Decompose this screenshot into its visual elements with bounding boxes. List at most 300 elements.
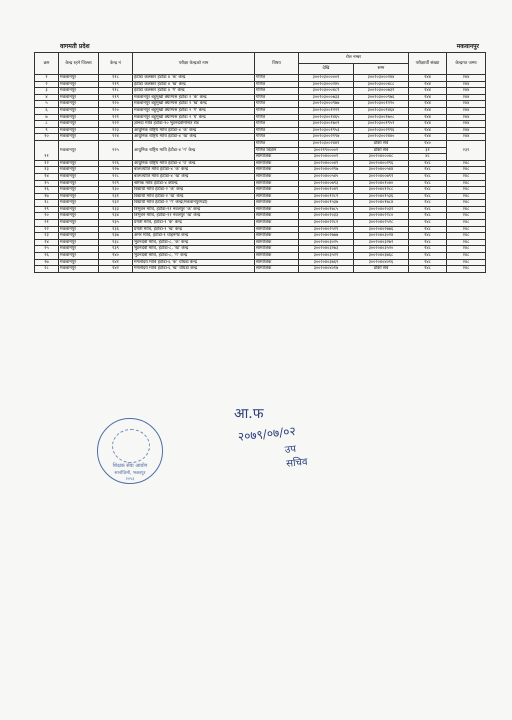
cell-count: २४४ — [409, 127, 447, 134]
cell-subject: गणित — [255, 121, 299, 128]
signature-title: उप सचिव — [284, 443, 309, 470]
district-title: मकवानपुर — [456, 43, 479, 50]
cell-district: मकवानपुर — [59, 206, 99, 213]
cell-count: २४८ — [409, 173, 447, 180]
col-sn: क्रम — [35, 53, 59, 75]
cell-sn: १३ — [35, 167, 59, 174]
table-row — [35, 259, 486, 266]
cell-sn: ६ — [35, 107, 59, 114]
cell-sn: ८ — [35, 121, 59, 128]
table-row — [35, 173, 486, 180]
cell-roll-from: ३००२०४००००१ — [299, 154, 354, 161]
cell-sn: २१ — [35, 220, 59, 227]
cell-roll-from: ३००२०४०१५३७ — [299, 200, 354, 207]
cell-roll-to: ३००२०४०३०२४ — [354, 233, 409, 240]
cell-subject: गणित विज्ञान — [255, 147, 299, 154]
cell-subject: गणित — [255, 88, 299, 95]
cell-center-name: मंगलोदय मावि हेटौडा-६ 'ख' चौघडा केन्द्र — [133, 266, 255, 273]
cell-roll-to: ३००२०४०००४८ — [354, 154, 409, 161]
cell-district: मकवानपुर — [59, 121, 99, 128]
cell-district: मकवानपुर — [59, 160, 99, 167]
cell-district: मकवानपुर — [59, 239, 99, 246]
cell-subject: गणित — [255, 81, 299, 88]
cell-sn: २ — [35, 81, 59, 88]
cell-center-name: ज्ञानदा मावि हेटौडा-१० भुटनदेवीमन्दिर रोड — [133, 121, 255, 128]
cell-roll-from: ३००२०४०२२८१ — [299, 220, 354, 227]
table-row — [35, 107, 486, 114]
cell-sn: २५ — [35, 246, 59, 253]
cell-subject: सामाजिक — [255, 253, 299, 260]
cell-district: मकवानपुर — [59, 220, 99, 227]
cell-center-no: ११९ — [99, 81, 133, 88]
cell-roll-to: ३००२०४०२७७६ — [354, 226, 409, 233]
seal-emblem-icon — [112, 429, 150, 463]
cell-subject: सामाजिक — [255, 226, 299, 233]
cell-count: २४४ — [409, 81, 447, 88]
seal-line1: शिक्षक सेवा आयोग — [112, 463, 148, 469]
cell-count: ३१ — [409, 147, 447, 154]
cell-center-no: १२५ — [99, 140, 133, 160]
cell-roll-from: ३००२०३००१२२१ — [299, 107, 354, 114]
cell-subject: सामाजिक — [255, 154, 299, 161]
cell-total: २४४ — [447, 88, 486, 95]
cell-count: २४८ — [409, 180, 447, 187]
cell-total: २४८ — [447, 193, 486, 200]
cell-sn: ७ — [35, 114, 59, 121]
cell-total: २४८ — [447, 233, 486, 240]
cell-center-name: भुटनदेवी मावि, हेटौडा-८, 'ख' केन्द्र — [133, 246, 255, 253]
cell-center-name: आधुनिक राष्ट्रिय मावि हेटौडा-४ 'ग' केन्द्र — [133, 140, 255, 160]
cell-sn: २८ — [35, 266, 59, 273]
cell-district: मकवानपुर — [59, 81, 99, 88]
col-subject: विषय — [255, 53, 299, 75]
cell-center-no: १३० — [99, 187, 133, 194]
cell-total: २४८ — [447, 187, 486, 194]
cell-center-no: १२७ — [99, 167, 133, 174]
cell-roll-from: ३००२०३०००७३३ — [299, 94, 354, 101]
cell-roll-from: ३००२०४०३०२५ — [299, 239, 354, 246]
seal-line2: सानोठिमी, भक्तपुर — [114, 471, 146, 476]
table-row — [35, 127, 486, 134]
cell-center-no: १४० — [99, 253, 133, 260]
cell-roll-to: डोकी सर्व — [354, 266, 409, 273]
cell-district: मकवानपुर — [59, 200, 99, 207]
cell-roll-from: ३००२०३०००२४५ — [299, 81, 354, 88]
col-center-name: परीक्षा केन्द्रको नाम — [133, 53, 255, 75]
table-row — [35, 233, 486, 240]
cell-count: २४४ — [409, 121, 447, 128]
cell-subject: सामाजिक — [255, 173, 299, 180]
cell-roll-from: ३००२०३००२१९७ — [299, 134, 354, 141]
cell-roll-from: ३००२०३००१९५३ — [299, 127, 354, 134]
cell-center-name: मकवानपुर बहुमुखी क्याम्पस हेटौडा २ 'ग' केन्द्र — [133, 107, 255, 114]
cell-roll-to: ३००२०४०१०४० — [354, 180, 409, 187]
cell-district: मकवानपुर — [59, 173, 99, 180]
cell-center-no: १२९ — [99, 180, 133, 187]
cell-count: २४८ — [409, 187, 447, 194]
cell-subject: सामाजिक — [255, 187, 299, 194]
cell-district: मकवानपुर — [59, 140, 99, 160]
cell-total: २४८ — [447, 266, 486, 273]
cell-center-name: विद्यार्थी मावि हेटौडा-२ 'ग' केन्द्र(मकवानपुरगढी) — [133, 200, 255, 207]
cell-sn: १५ — [35, 180, 59, 187]
cell-sn: २६ — [35, 253, 59, 260]
cell-center-no: १३७ — [99, 233, 133, 240]
cell-center-no: १२२ — [99, 121, 133, 128]
cell-count: २४४ — [409, 101, 447, 108]
cell-center-name: त्रिभुवन मावि, हेटौडा-११ नवलपुर 'क' केन्द्र — [133, 206, 255, 213]
cell-district: मकवानपुर — [59, 101, 99, 108]
cell-roll-to: ३००२०४०२२८० — [354, 213, 409, 220]
cell-center-name: प्रगती मावि, हेटौडा-१ 'क' केन्द्र — [133, 220, 255, 227]
cell-district: मकवानपुर — [59, 88, 99, 95]
cell-sn: २३ — [35, 233, 59, 240]
cell-total: २४८ — [447, 213, 486, 220]
cell-total: २४४ — [447, 114, 486, 121]
cell-roll-from: ३००२०४०००४९ — [299, 160, 354, 167]
cell-roll-to: ३००२०४००५४४ — [354, 167, 409, 174]
cell-roll-to: ३००२०४०२५२८ — [354, 220, 409, 227]
cell-roll-from: ३००२१९००००१ — [299, 147, 354, 154]
table-row — [35, 75, 486, 82]
seal-year: २०५३ — [125, 476, 135, 481]
cell-center-no: १३४ — [99, 213, 133, 220]
cell-count: २४८ — [409, 266, 447, 273]
cell-roll-to: ३००२०३०००४८८ — [354, 81, 409, 88]
cell-subject: सामाजिक — [255, 193, 299, 200]
cell-center-no: १३२ — [99, 200, 133, 207]
cell-roll-to: ३००२०४०३५२० — [354, 246, 409, 253]
cell-district: मकवानपुर — [59, 107, 99, 114]
cell-total: २४८ — [447, 246, 486, 253]
cell-subject: सामाजिक — [255, 220, 299, 227]
cell-subject: गणित — [255, 134, 299, 141]
cell-total: २४४ — [447, 107, 486, 114]
cell-roll-to: ३००२०३००२१९६ — [354, 127, 409, 134]
cell-center-name: हेटौडा कलस्टर हेटौडा ४ 'ग' केन्द्र — [133, 88, 255, 95]
cell-center-no: १२४ — [99, 134, 133, 141]
cell-center-name: मकवानपुर बहुमुखी क्याम्पस हेटौडा २ 'ख' केन्द्र — [133, 101, 255, 108]
table-row — [35, 200, 486, 207]
cell-subject: गणित — [255, 75, 299, 82]
cell-total: २४४ — [447, 121, 486, 128]
cell-subject: सामाजिक — [255, 200, 299, 207]
cell-roll-from: ३००२०४०२०३३ — [299, 213, 354, 220]
table-row — [35, 140, 486, 147]
cell-total: २४८ — [447, 160, 486, 167]
cell-sn: १९ — [35, 206, 59, 213]
table-row — [35, 160, 486, 167]
cell-center-name: प्रगती मावि, हेटौडा-१ 'ख' केन्द्र — [133, 226, 255, 233]
table-row — [35, 180, 486, 187]
cell-center-name: आधुनिक राष्ट्रिय मावि हेटौडा-४ 'घ' केन्द्र — [133, 160, 255, 167]
cell-sn: १० — [35, 134, 59, 141]
cell-roll-to: ३००२०४००२९६ — [354, 160, 409, 167]
cell-count: २४४ — [409, 134, 447, 141]
cell-roll-from: ३००२०३००२४४१ — [299, 140, 354, 147]
col-center-total: केन्द्रगत जम्मा — [447, 53, 486, 75]
cell-sn: ३ — [35, 88, 59, 95]
cell-roll-to: ३००२०३०००२४४ — [354, 75, 409, 82]
cell-count: २४८ — [409, 259, 447, 266]
cell-count: २४८ — [409, 167, 447, 174]
col-roll: रोल नम्बर — [299, 53, 409, 64]
cell-center-name: अमर मावि, हेटौडा-१ चाइनगेट केन्द्र — [133, 233, 255, 240]
cell-roll-to: ३००२०४०२०३२ — [354, 206, 409, 213]
cell-center-name: भुटनदेवी मावि, हेटौडा-८, 'ग' केन्द्र — [133, 253, 255, 260]
table-row — [35, 121, 486, 128]
cell-sn: ५ — [35, 101, 59, 108]
cell-sn: ९ — [35, 127, 59, 134]
table-row — [35, 167, 486, 174]
table-row — [35, 213, 486, 220]
cell-roll-to: ३००२०३००१९५२ — [354, 121, 409, 128]
cell-subject: सामाजिक — [255, 239, 299, 246]
cell-district: मकवानपुर — [59, 167, 99, 174]
table-row — [35, 266, 486, 273]
cell-district: मकवानपुर — [59, 187, 99, 194]
cell-roll-to: डोकी सर्व — [354, 147, 409, 154]
table-row — [35, 239, 486, 246]
cell-count: २४८ — [409, 233, 447, 240]
table-row — [35, 226, 486, 233]
cell-subject: सामाजिक — [255, 213, 299, 220]
cell-center-no: १३८ — [99, 239, 133, 246]
cell-district: मकवानपुर — [59, 94, 99, 101]
cell-district: मकवानपुर — [59, 226, 99, 233]
cell-count: २४४ — [409, 75, 447, 82]
cell-roll-to: ३००२०४००७९२ — [354, 173, 409, 180]
cell-roll-from: ३००२०४००७९३ — [299, 180, 354, 187]
cell-center-name: हेटौडा कलस्टर हेटौडा ४ 'क' केन्द्र — [133, 75, 255, 82]
cell-roll-to: ३००२०३०००९७६ — [354, 94, 409, 101]
cell-roll-from: ३००२०४०३५२१ — [299, 253, 354, 260]
cell-center-name: मकवानपुर बहुमुखी क्याम्पस हेटौडा २ 'घ' केन्द्र — [133, 114, 255, 121]
cell-total: २४८ — [447, 206, 486, 213]
cell-district: मकवानपुर — [59, 266, 99, 273]
table-row — [35, 88, 486, 95]
cell-center-name: मकवानपुर बहुमुखी क्याम्पस हेटौडा २ 'क' केन्द्र — [133, 94, 255, 101]
cell-total: २४८ — [447, 220, 486, 227]
cell-total: २४४ — [447, 75, 486, 82]
cell-roll-to: ३००२०४०१७८४ — [354, 200, 409, 207]
cell-center-no: १२० — [99, 107, 133, 114]
cell-roll-to: ३००२०३००१७०८ — [354, 114, 409, 121]
cell-district: मकवानपुर — [59, 127, 99, 134]
cell-district: मकवानपुर — [59, 193, 99, 200]
cell-roll-from: ३००२०३०००४८९ — [299, 88, 354, 95]
cell-count: ४८ — [409, 154, 447, 161]
cell-center-name: बालज्योति मावि हेटौडा-४ 'ख' केन्द्र — [133, 173, 255, 180]
cell-count: २४८ — [409, 253, 447, 260]
cell-sn: २४ — [35, 239, 59, 246]
cell-center-no: १४१ — [99, 259, 133, 266]
cell-district: मकवानपुर — [59, 134, 99, 141]
table-row — [35, 81, 486, 88]
table-row — [35, 134, 486, 141]
cell-center-no: १३९ — [99, 246, 133, 253]
cell-subject: सामाजिक — [255, 160, 299, 167]
cell-center-no: १३६ — [99, 226, 133, 233]
col-candidates: परीक्षार्थी संख्या — [409, 53, 447, 75]
cell-center-name: आधुनिक राष्ट्रिय मावि हेटौडा-४ 'क' केन्द्र — [133, 127, 255, 134]
cell-roll-to: ३००२०४०३७६८ — [354, 253, 409, 260]
cell-roll-to: ३००२०४०१५३६ — [354, 193, 409, 200]
cell-total: २४८ — [447, 200, 486, 207]
cell-center-name: विद्यार्थी मावि हेटौडा-२ 'ख' केन्द्र — [133, 193, 255, 200]
cell-roll-from: ३००२०४००५४५ — [299, 173, 354, 180]
cell-roll-from: ३००२०३००१७०९ — [299, 121, 354, 128]
cell-sn: १८ — [35, 200, 59, 207]
cell-roll-from: ३००२०३००१४६५ — [299, 114, 354, 121]
cell-roll-from: ३००२०४०२५२९ — [299, 226, 354, 233]
cell-district: मकवानपुर — [59, 75, 99, 82]
table-row — [35, 193, 486, 200]
cell-total: २४८ — [447, 259, 486, 266]
cell-district: मकवानपुर — [59, 253, 99, 260]
cell-district: मकवानपुर — [59, 114, 99, 121]
cell-sn: १४ — [35, 173, 59, 180]
cell-district: मकवानपुर — [59, 213, 99, 220]
cell-count: २४८ — [409, 246, 447, 253]
cell-center-no: ११८ — [99, 75, 133, 82]
cell-center-name: हेटौडा कलस्टर हेटौडा ४ 'ख' केन्द्र — [133, 81, 255, 88]
cell-roll-from: ३००२०४०२७७७ — [299, 233, 354, 240]
cell-center-no: ११९ — [99, 94, 133, 101]
cell-roll-to: ३००२०३००१२२० — [354, 101, 409, 108]
cell-center-no: १२० — [99, 101, 133, 108]
col-roll-from: देखि — [299, 64, 354, 75]
cell-center-no: १२३ — [99, 127, 133, 134]
cell-count: २४८ — [409, 200, 447, 207]
cell-center-name: विद्यार्थी मावि हेटौडा-२ 'क' केन्द्र — [133, 187, 255, 194]
cell-roll-to: ३००२०४०४०१६ — [354, 259, 409, 266]
cell-sn: १ — [35, 75, 59, 82]
table-row — [35, 220, 486, 227]
cell-district: मकवानपुर — [59, 246, 99, 253]
cell-center-no: ११८ — [99, 88, 133, 95]
cell-count: २४८ — [409, 226, 447, 233]
cell-center-name: त्रिभुवन मावि, हेटौडा-११ नवलपुर 'ख' केन्द्र — [133, 213, 255, 220]
cell-total: २४८ — [447, 173, 486, 180]
cell-total: २४४ — [447, 101, 486, 108]
cell-roll-to: ३००२०४०१२८८ — [354, 187, 409, 194]
cell-roll-from: ३००२०४०४०१७ — [299, 266, 354, 273]
cell-total: २४४ — [447, 127, 486, 134]
cell-sn: १२ — [35, 160, 59, 167]
signature-mark: आ.फ — [234, 406, 264, 422]
cell-sn: २० — [35, 213, 59, 220]
cell-sn: २७ — [35, 259, 59, 266]
cell-center-name: बालज्योति मावि हेटौडा-४ 'क' केन्द्र — [133, 167, 255, 174]
cell-center-no: १४२ — [99, 266, 133, 273]
cell-district: मकवानपुर — [59, 180, 99, 187]
cell-count: २४४ — [409, 107, 447, 114]
col-district: केन्द्र रहने जिल्ला — [59, 53, 99, 75]
cell-total: २३१ — [447, 140, 486, 160]
cell-count: १४० — [409, 140, 447, 147]
cell-total: २४८ — [447, 167, 486, 174]
cell-count: २४८ — [409, 193, 447, 200]
table-row — [35, 206, 486, 213]
cell-total: २४४ — [447, 134, 486, 141]
table-row — [35, 101, 486, 108]
cell-total: २४८ — [447, 239, 486, 246]
cell-center-name: भुटनदेवी मावि, हेटौडा-८, 'क' केन्द्र — [133, 239, 255, 246]
cell-subject: सामाजिक — [255, 180, 299, 187]
cell-roll-from: ३००२०४०३७६९ — [299, 259, 354, 266]
cell-roll-from: ३००२०४०१०४१ — [299, 187, 354, 194]
cell-subject: गणित — [255, 114, 299, 121]
cell-total: २४८ — [447, 253, 486, 260]
cell-subject: गणित — [255, 94, 299, 101]
cell-count: २४८ — [409, 220, 447, 227]
cell-roll-to: ३००२०३०००७३२ — [354, 88, 409, 95]
cell-roll-from: ३००२०३०००९७७ — [299, 101, 354, 108]
cell-center-no: १२१ — [99, 114, 133, 121]
province-title: वागमती प्रदेश — [60, 43, 90, 50]
cell-count: २४८ — [409, 160, 447, 167]
cell-subject: सामाजिक — [255, 266, 299, 273]
cell-center-name: मंगलोदय मावि हेटौडा-६ 'क' चौघडा केन्द्र — [133, 259, 255, 266]
table-row — [35, 94, 486, 101]
table-row — [35, 187, 486, 194]
cell-center-no: १३३ — [99, 206, 133, 213]
cell-count: २४८ — [409, 206, 447, 213]
cell-sn: १७ — [35, 193, 59, 200]
cell-center-no: १२६ — [99, 160, 133, 167]
cell-district: मकवानपुर — [59, 259, 99, 266]
col-center-no: केन्द्र नं — [99, 53, 133, 75]
col-roll-to: सम्म — [354, 64, 409, 75]
cell-total: २४४ — [447, 94, 486, 101]
exam-center-table — [34, 52, 486, 273]
cell-subject: गणित — [255, 127, 299, 134]
cell-roll-from: ३००२०४०१२८९ — [299, 193, 354, 200]
cell-total: २४४ — [447, 81, 486, 88]
signature-date: २०७९/०७/०२ — [237, 423, 297, 444]
cell-roll-to: ३००२०३००१४६४ — [354, 107, 409, 114]
cell-subject: सामाजिक — [255, 167, 299, 174]
cell-count: २४८ — [409, 213, 447, 220]
cell-total: २४८ — [447, 226, 486, 233]
cell-center-name: श्रमिक मावि हेटौडा-४ क्यान्द्र — [133, 180, 255, 187]
table-row — [35, 253, 486, 260]
cell-sn: ४ — [35, 94, 59, 101]
cell-subject: सामाजिक — [255, 206, 299, 213]
table-row — [35, 246, 486, 253]
cell-roll-from: ३००२०४०३२७३ — [299, 246, 354, 253]
cell-subject: गणित — [255, 101, 299, 108]
cell-count: २४८ — [409, 239, 447, 246]
cell-district: मकवानपुर — [59, 233, 99, 240]
document-header — [34, 41, 485, 51]
cell-roll-from: ३००२०४०१७८५ — [299, 206, 354, 213]
cell-center-no: १३५ — [99, 220, 133, 227]
cell-sn: १६ — [35, 187, 59, 194]
cell-roll-to: ३००२०३००२४४० — [354, 134, 409, 141]
cell-subject: सामाजिक — [255, 233, 299, 240]
cell-total: २४८ — [447, 180, 486, 187]
cell-subject: सामाजिक — [255, 259, 299, 266]
cell-center-name: आधुनिक राष्ट्रिय मावि हेटौडा-४ 'ख' केन्द्र — [133, 134, 255, 141]
cell-center-no: १२८ — [99, 173, 133, 180]
cell-count: २४४ — [409, 94, 447, 101]
office-seal — [97, 418, 163, 484]
cell-sn: ११ — [35, 140, 59, 160]
cell-roll-from: ३००२०३०००००१ — [299, 75, 354, 82]
cell-subject: गणित — [255, 140, 299, 147]
